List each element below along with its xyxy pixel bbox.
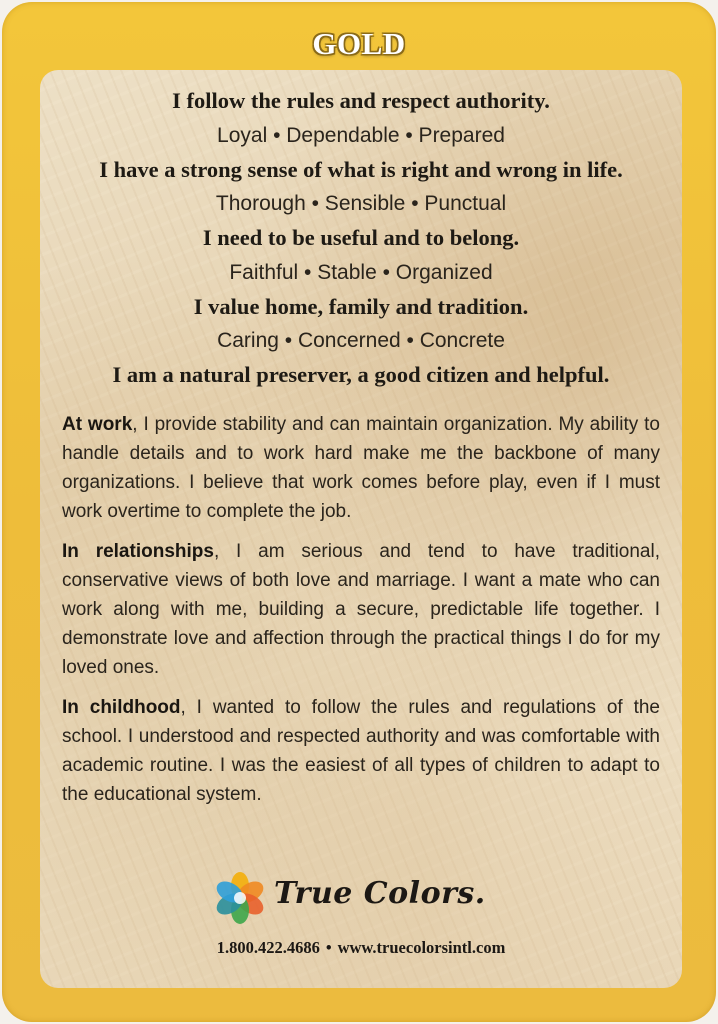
trait-keywords: Caring • Concerned • Concrete (217, 329, 505, 352)
trait-statement: I have a strong sense of what is right and wrong in life. (99, 156, 623, 182)
content-panel (40, 70, 682, 988)
paragraph-text: , I am serious and tend to have traditional, conservative views of both love and marriage. I want a mate who can work along with me, building a secure, predictable life together. I demonstrate love and affection through the practical things I do for my loved ones. (62, 541, 660, 678)
trait-statement: I value home, family and tradition. (193, 293, 529, 319)
trait-keywords: Loyal • Dependable • Prepared (217, 123, 505, 147)
paragraph-work (62, 410, 660, 526)
paragraph-lead: In relationships (62, 541, 214, 562)
contact-separator: • (325, 938, 332, 957)
website-url: www.truecolorsintl.com (337, 938, 506, 957)
paragraph-childhood (62, 693, 660, 809)
trait-keywords: Faithful • Stable • Organized (229, 260, 493, 284)
card-title: GOLD (312, 26, 406, 61)
gold-personality-card (2, 2, 716, 1022)
trait-keywords: Thorough • Sensible • Punctual (215, 192, 507, 215)
trait-statement: I am a natural preserver, a good citizen and helpful. (112, 362, 610, 387)
logo-wordmark: True Colors. (274, 876, 486, 911)
color-wheel-icon (212, 870, 268, 926)
contact-line (40, 938, 682, 958)
phone-number: 1.800.422.4686 (216, 938, 320, 957)
trait-statement: I follow the rules and respect authority. (172, 88, 550, 113)
paragraph-lead: At work (62, 414, 133, 435)
paragraph-lead: In childhood (62, 697, 181, 718)
true-colors-logo (212, 870, 512, 930)
trait-statement: I need to be useful and to belong. (202, 225, 520, 250)
description-body (62, 410, 660, 820)
paragraph-text: , I provide stability and can maintain organization. My ability to handle details and to work hard make me the backbone of many organizations. I believe that work comes before play, even if I must work overtime to complete the job. (62, 414, 660, 522)
paragraph-relationships (62, 537, 660, 682)
traits-list (40, 84, 682, 393)
paragraph-text: , I wanted to follow the rules and regulations of the school. I understood and respected authority and was comfortable with academic routine. I was the easiest of all types of children to adapt to the educational system. (62, 697, 660, 805)
